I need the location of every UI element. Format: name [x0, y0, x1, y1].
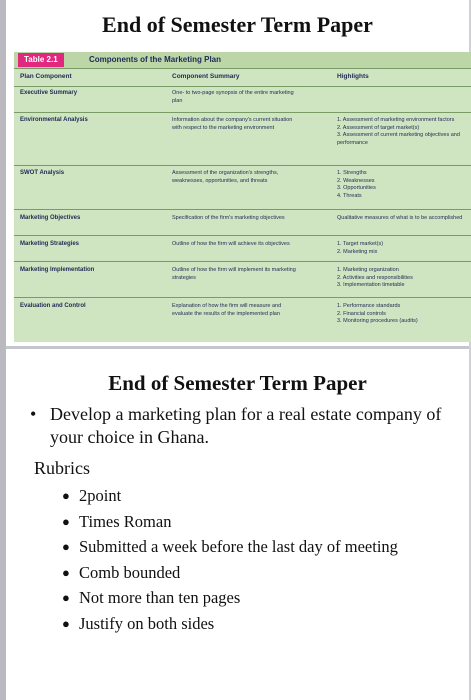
bullet-icon: ● [62, 513, 70, 529]
divider [14, 261, 471, 262]
list-item [62, 611, 462, 637]
bullet-icon: ● [62, 615, 70, 631]
row-component: Marketing Objectives [20, 215, 81, 221]
divider [14, 86, 471, 87]
highlight-item: Qualitative measures of what is to be accomplished [337, 215, 463, 221]
table-header-row [14, 70, 471, 86]
row-highlights [337, 241, 465, 256]
slide-2 [6, 349, 469, 700]
highlight-item: 2. Weaknesses [337, 177, 375, 184]
highlight-item: 2. Activities and responsibilities [337, 274, 413, 281]
highlight-item: 1. Performance standards [337, 303, 401, 309]
highlight-item: 3. Assessment of current marketing objectives and performance [337, 132, 460, 146]
rubric-text: 2point [79, 486, 122, 505]
row-summary: Assessment of the organization's strengths, weaknesses, opportunities, and threats [172, 170, 279, 184]
row-summary: Information about the company's current situation with respect to the marketing environment [172, 117, 293, 131]
row-summary: One- to two-page synopsis of the entire marketing plan [172, 90, 294, 104]
marketing-plan-table [14, 52, 471, 342]
row-component: SWOT Analysis [20, 170, 65, 176]
main-bullet [30, 403, 450, 449]
slide-1-title: End of Semester Term Paper [102, 12, 373, 37]
row-component: Evaluation and Control [20, 303, 86, 309]
list-item [62, 534, 462, 560]
highlight-item: 1. Marketing organization [337, 267, 399, 273]
rubric-text: Not more than ten pages [79, 588, 241, 607]
highlight-item: 3. Opportunities [337, 185, 376, 191]
divider [14, 297, 471, 298]
highlight-item: 1. Assessment of marketing environment factors [337, 117, 455, 123]
slide-2-title: End of Semester Term Paper [108, 371, 367, 395]
bullet-icon: ● [62, 539, 70, 554]
bullet-icon: ● [62, 488, 70, 503]
slide-1 [6, 0, 469, 346]
divider [14, 209, 471, 210]
header-component-summary: Component Summary [172, 73, 240, 80]
highlight-item: 3. Implementation timetable [337, 282, 405, 288]
divider [14, 235, 471, 236]
rubric-text: Justify on both sides [79, 613, 215, 633]
bullet-icon: ● [62, 590, 70, 605]
row-component: Executive Summary [20, 90, 78, 96]
highlight-item: 1. Strengths [337, 170, 367, 176]
rubric-text: Comb bounded [79, 562, 181, 582]
list-item [62, 483, 462, 509]
divider [14, 68, 471, 69]
list-item [62, 509, 462, 535]
highlight-item: 2. Financial controls [337, 310, 386, 317]
row-component: Environmental Analysis [20, 117, 88, 123]
row-summary: Specification of the firm's marketing objectives [172, 215, 285, 221]
highlight-item: 2. Assessment of target market(s) [337, 124, 420, 131]
table-number-badge: Table 2.1 [18, 53, 64, 67]
row-summary: Explanation of how the firm will measure and evaluate the results of the implemented plan [172, 303, 282, 317]
header-highlights: Highlights [337, 73, 369, 80]
header-plan-component: Plan Component [20, 73, 72, 80]
row-component: Marketing Strategies [20, 241, 80, 247]
list-item [62, 560, 462, 586]
row-highlights [337, 170, 465, 200]
highlight-item: 3. Monitoring procedures (audits) [337, 318, 418, 324]
table-caption-bar [14, 52, 471, 68]
rubrics-list [62, 483, 462, 636]
rubrics-label: Rubrics [34, 458, 90, 478]
row-highlights [337, 303, 465, 326]
main-bullet-text: Develop a marketing plan for a real estate company of your choice in Ghana. [50, 404, 442, 447]
highlight-item: 1. Target market(s) [337, 241, 384, 247]
row-summary: Outline of how the firm will implement its marketing strategies [172, 267, 296, 281]
row-highlights [337, 267, 465, 290]
table-caption: Components of the Marketing Plan [89, 55, 222, 64]
rubric-text: Times Roman [79, 511, 172, 531]
rubric-text: Submitted a week before the last day of meeting [79, 537, 398, 556]
row-component: Marketing Implementation [20, 267, 95, 273]
row-summary: Outline of how the firm will achieve its objectives [172, 241, 290, 247]
divider [14, 112, 471, 113]
list-item [62, 585, 462, 611]
divider [14, 165, 471, 166]
bullet-icon: ● [62, 564, 70, 580]
highlight-item: 2. Marketing mix [337, 248, 378, 255]
bullet-icon: • [30, 404, 37, 424]
row-highlights [337, 215, 465, 223]
highlight-item: 4. Threats [337, 192, 362, 199]
row-highlights [337, 117, 465, 147]
